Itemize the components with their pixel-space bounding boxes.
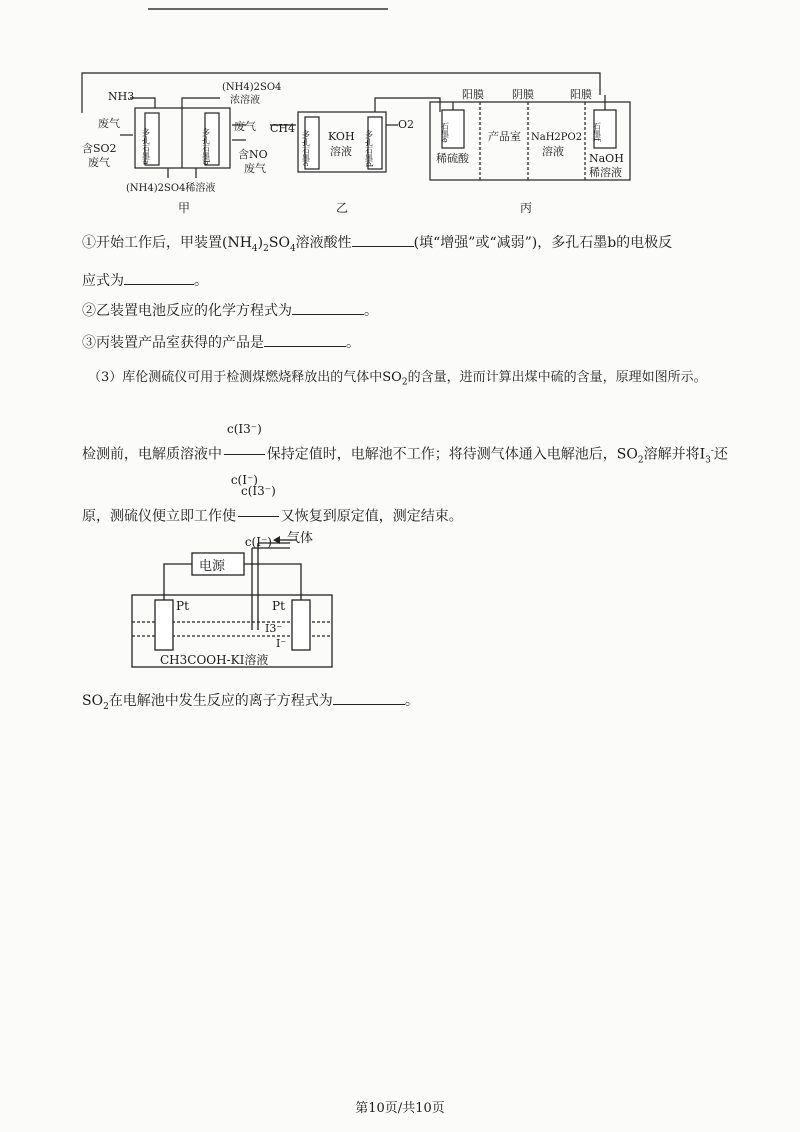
membrane-label-2: 阴膜 xyxy=(512,88,534,101)
last-question-text-a: SO xyxy=(82,693,104,709)
koh-label: KOH xyxy=(328,130,355,143)
part3-intro-tail: 的含量，进而计算出煤中硫的含量，原理如图所示。 xyxy=(407,370,707,385)
koh-solution-label: 溶液 xyxy=(330,145,352,158)
part3-line3-text-b: 又恢复到原定值，测定结束。 xyxy=(280,508,463,525)
question-3-text: ③丙装置产品室获得的产品是 xyxy=(82,335,264,351)
question-1-text-b: ) xyxy=(257,235,264,251)
question-2 xyxy=(82,300,378,321)
pt-left-label: Pt xyxy=(176,599,189,613)
power-source-label: 电源 xyxy=(199,559,226,574)
pt-right-label: Pt xyxy=(272,599,285,613)
dilute-sulfuric-acid-label: 稀硫酸 xyxy=(436,152,469,165)
question-1-text-a: ①开始工作后，甲装置(NH xyxy=(82,235,252,251)
membrane-label-3: 阳膜 xyxy=(570,88,592,101)
nh4so4-conc-sub: 浓溶液 xyxy=(230,95,260,106)
device-bing-label: 丙 xyxy=(520,201,533,215)
so2-gas-label: 含SO2 xyxy=(82,142,117,155)
question-1-text-f: 应式为 xyxy=(82,273,124,289)
part3-line2-text-c: 溶解并将I xyxy=(643,446,706,463)
device-yi-label: 乙 xyxy=(336,201,349,215)
i3-ion-label: I3⁻ xyxy=(265,622,283,635)
last-question-end: 。 xyxy=(404,693,419,709)
nh4so4-dilute-label: (NH4)2SO4稀溶液 xyxy=(126,183,216,194)
nh4so4-conc-label: (NH4)2SO4 xyxy=(222,82,282,93)
device-jia-label: 甲 xyxy=(178,201,191,215)
product-room-label: 产品室 xyxy=(488,130,521,143)
question-1-text-g: 。 xyxy=(194,273,208,289)
page-footer: 第10页/共10页 xyxy=(355,1101,445,1116)
electrolysis-cell-diagram xyxy=(120,525,360,675)
ratio-2-numerator: c(I3⁻) xyxy=(238,466,279,517)
ratio-1-denominator: c(I⁻) xyxy=(230,473,258,487)
gas-label: 气体 xyxy=(287,531,314,546)
ratio-2-denominator: c(I⁻) xyxy=(244,535,272,549)
answer-blank-1[interactable] xyxy=(352,232,414,247)
membrane-label-1: 阳膜 xyxy=(462,88,484,101)
answer-blank-3[interactable] xyxy=(292,300,364,315)
waste-gas-left-label: 废气 xyxy=(98,117,120,130)
solution-label: CH3COOH-KI溶液 xyxy=(160,653,269,667)
electrochemistry-diagram xyxy=(60,60,650,220)
question-1-text-d: 溶液酸性 xyxy=(295,235,352,251)
no-gas-sub: 废气 xyxy=(244,162,266,175)
o2-label: O2 xyxy=(398,118,415,131)
question-2-text: ②乙装置电池反应的化学方程式为 xyxy=(82,303,292,319)
top-scan-line xyxy=(148,8,388,10)
question-2-end: 。 xyxy=(364,303,378,319)
part3-intro-text: （3）库伦测硫仪可用于检测煤燃烧释放出的气体中SO xyxy=(88,370,402,385)
iodide-ion-label: I⁻ xyxy=(276,637,287,650)
last-question-text-b: 在电解池中发生反应的离子方程式为 xyxy=(108,693,333,709)
so2-gas-sub: 废气 xyxy=(88,156,110,169)
answer-blank-2[interactable] xyxy=(124,270,194,285)
part3-line2-text-d: 还 xyxy=(713,446,728,463)
naoh-dilute-label: 稀溶液 xyxy=(589,166,622,179)
waste-gas-right-label: 废气 xyxy=(234,120,256,133)
part3-intro: （3）库伦测硫仪可用于检测煤燃烧释放出的气体中$SO_2$的含量，进而计算出煤中硫的含量，原理如图所示。 xyxy=(88,370,707,388)
question-1-text-e: (填“增强”或“减弱”)，多孔石墨b的电极反 xyxy=(413,235,673,251)
part3-line2-text-a: 检测前，电解质溶液中 xyxy=(82,446,222,463)
nh3-label: NH3 xyxy=(108,90,135,103)
answer-blank-5[interactable] xyxy=(333,690,405,705)
electrode-d-label: 多孔石墨d xyxy=(364,130,374,168)
electrode-c-label: 多孔石墨c xyxy=(301,130,311,167)
graphite-f-label: 石墨f xyxy=(592,122,602,141)
graphite-e-label: 石墨e xyxy=(440,122,450,143)
question-3-end: 。 xyxy=(346,335,360,351)
question-3 xyxy=(82,332,360,353)
question-1: ①开始工作后，甲装置$(NH_4)_2SO_4$溶液酸性 (填“增强”或“减弱”)，多孔石墨b的电极反 xyxy=(82,232,672,259)
nah2po2-label: NaH2PO2 xyxy=(531,132,583,143)
ratio-1-numerator: c(I3⁻) xyxy=(224,404,265,455)
naoh-label: NaOH xyxy=(589,152,624,165)
answer-blank-4[interactable] xyxy=(264,332,346,347)
nah2po2-solution-label: 溶液 xyxy=(542,145,564,158)
electrode-b-label: 多孔石墨b xyxy=(201,128,211,166)
ch4-label: CH4 xyxy=(270,122,296,135)
electrode-a-label: 多孔石墨a xyxy=(141,128,151,165)
last-question: $SO_2$在电解池中发生反应的离子方程式为 。 xyxy=(82,690,419,717)
part3-line3-text-a: 原，测硫仪便立即工作使 xyxy=(82,508,236,525)
part3-line2-text-b: 保持定值时，电解池不工作；将待测气体通入电解池后，SO xyxy=(266,446,638,463)
part3-line2: 检测前，电解质溶液中 $\frac{c(I3^-)}{c(I^-)}$ 保持定值时，电解池不工作；将待测气体通入电解池后，$SO_2$溶解并将$I_3^-$还 xyxy=(82,404,728,505)
question-1-cont xyxy=(82,270,208,291)
no-gas-label: 含NO xyxy=(238,148,268,161)
question-1-text-c: SO xyxy=(268,235,290,251)
